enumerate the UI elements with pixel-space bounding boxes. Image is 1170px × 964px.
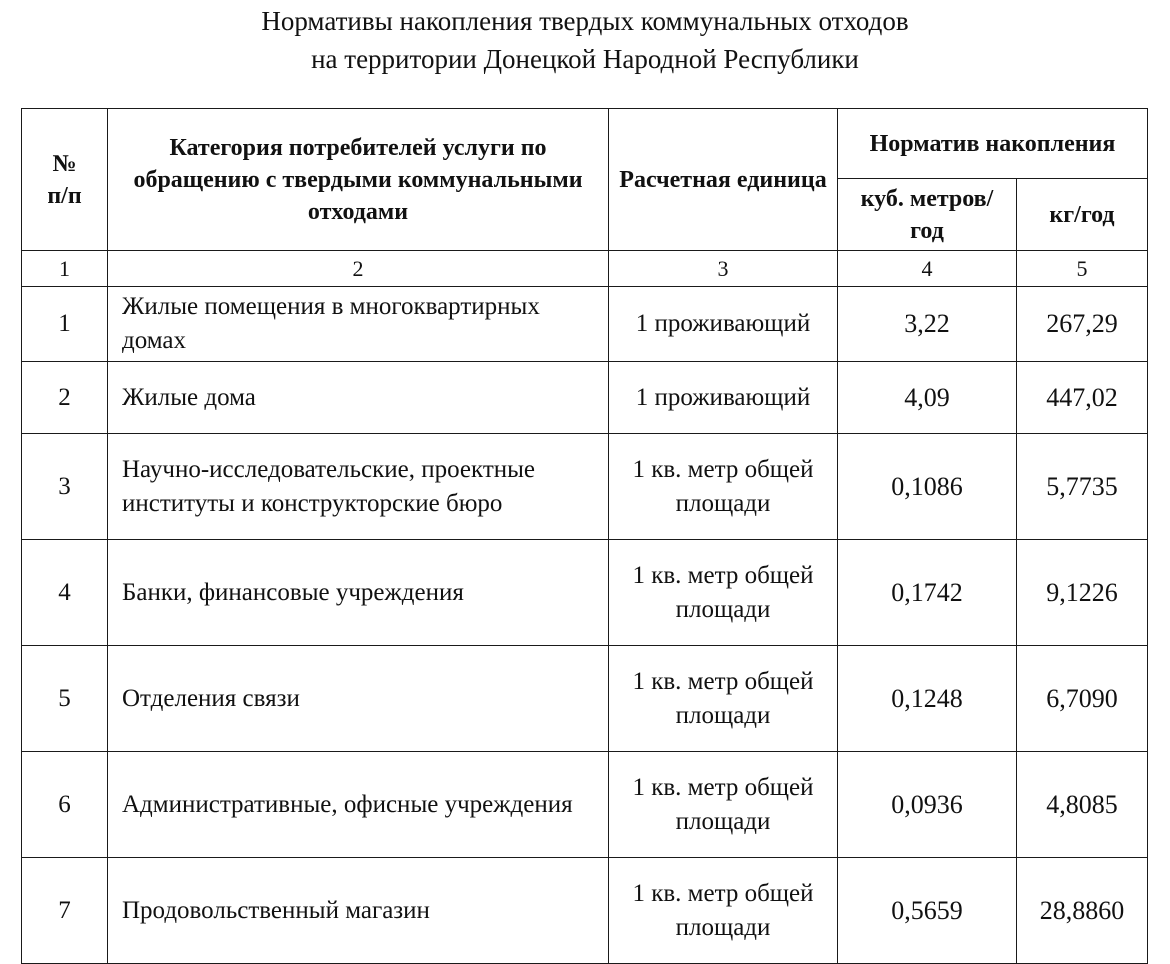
row-volume: 0,1086 (838, 434, 1017, 540)
table-row (22, 858, 1148, 964)
header-num-line1: № (52, 150, 77, 177)
table-row (22, 434, 1148, 540)
row-mass: 28,8860 (1017, 858, 1148, 964)
row-volume: 0,5659 (838, 858, 1017, 964)
header-num (22, 109, 108, 251)
row-mass: 9,1226 (1017, 540, 1148, 646)
row-volume: 4,09 (838, 362, 1017, 434)
header-mass: кг/год (1017, 179, 1148, 251)
column-number: 1 (22, 251, 108, 287)
row-category: Административные, офисные учреждения (108, 752, 609, 858)
row-mass: 4,8085 (1017, 752, 1148, 858)
row-volume: 0,0936 (838, 752, 1017, 858)
row-num: 3 (22, 434, 108, 540)
document-title (0, 2, 1170, 78)
row-volume: 0,1248 (838, 646, 1017, 752)
column-number: 3 (609, 251, 838, 287)
row-unit: 1 кв. метр общей площади (609, 646, 838, 752)
row-num: 7 (22, 858, 108, 964)
row-volume: 3,22 (838, 287, 1017, 362)
row-unit: 1 кв. метр общей площади (609, 540, 838, 646)
row-unit: 1 кв. метр общей площади (609, 858, 838, 964)
table-row (22, 752, 1148, 858)
header-row-1 (22, 109, 1148, 179)
header-unit: Расчетная единица (609, 109, 838, 251)
column-number: 4 (838, 251, 1017, 287)
norms-table (21, 108, 1148, 964)
row-mass: 6,7090 (1017, 646, 1148, 752)
table-row (22, 362, 1148, 434)
header-category: Категория потребителей услуги по обращению с твердыми коммунальными отходами (108, 109, 609, 251)
title-line-1: Нормативы накопления твердых коммунальных отходов (261, 6, 909, 36)
row-num: 2 (22, 362, 108, 434)
table-row (22, 646, 1148, 752)
column-number: 5 (1017, 251, 1148, 287)
row-num: 6 (22, 752, 108, 858)
table-row (22, 287, 1148, 362)
row-category: Научно-исследовательские, проектные институты и конструкторские бюро (108, 434, 609, 540)
row-unit: 1 кв. метр общей площади (609, 434, 838, 540)
row-volume: 0,1742 (838, 540, 1017, 646)
row-category: Продовольственный магазин (108, 858, 609, 964)
row-num: 4 (22, 540, 108, 646)
row-num: 1 (22, 287, 108, 362)
header-num-line2: п/п (47, 182, 82, 209)
row-unit: 1 проживающий (609, 362, 838, 434)
row-category: Жилые дома (108, 362, 609, 434)
header-norm: Норматив накопления (838, 109, 1148, 179)
table-row (22, 540, 1148, 646)
title-line-2: на территории Донецкой Народной Республики (311, 44, 859, 74)
column-number-row (22, 251, 1148, 287)
row-category: Банки, финансовые учреждения (108, 540, 609, 646)
row-category: Жилые помещения в многоквартирных домах (108, 287, 609, 362)
header-volume: куб. метров/год (838, 179, 1017, 251)
row-unit: 1 кв. метр общей площади (609, 752, 838, 858)
row-mass: 447,02 (1017, 362, 1148, 434)
row-mass: 5,7735 (1017, 434, 1148, 540)
row-mass: 267,29 (1017, 287, 1148, 362)
row-category: Отделения связи (108, 646, 609, 752)
row-num: 5 (22, 646, 108, 752)
row-unit: 1 проживающий (609, 287, 838, 362)
column-number: 2 (108, 251, 609, 287)
